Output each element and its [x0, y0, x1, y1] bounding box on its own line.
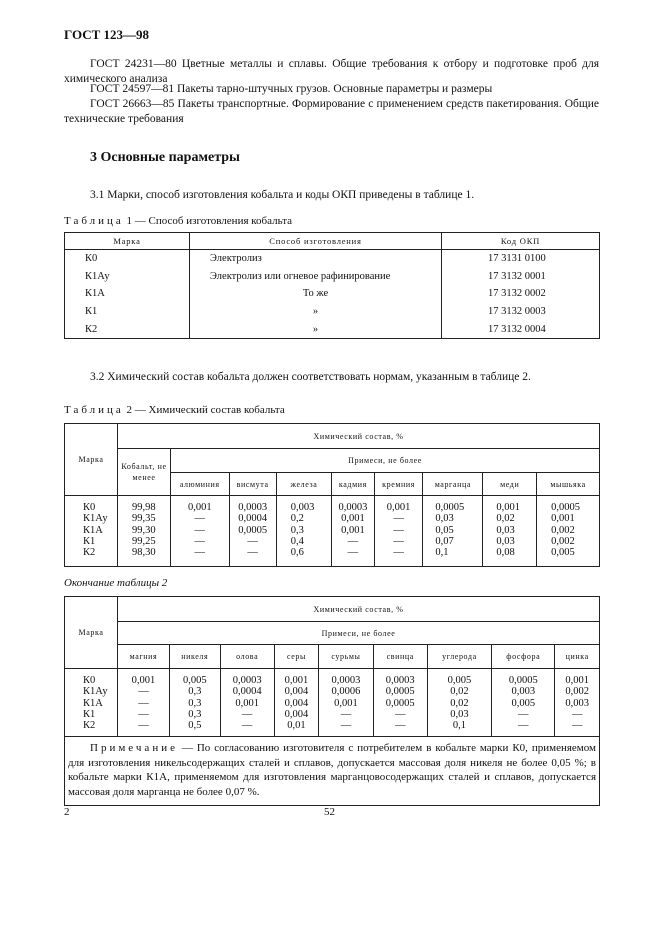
- table2-copper-values: 0,001 0,02 0,03 0,03 0,08: [483, 496, 537, 567]
- table2b-col-nickel: никеля: [169, 645, 220, 669]
- table-row: [65, 496, 600, 567]
- table2-col-arsenic: мышьяка: [537, 473, 600, 496]
- table2b-antimony-values: 0,0003 0,0006 0,001 — —: [319, 669, 374, 737]
- table2-arsenic-values: 0,0005 0,001 0,002 0,002 0,005: [537, 496, 600, 567]
- table2b-header-mark: Марка: [65, 597, 118, 669]
- table1-cell-mark: К1А: [65, 285, 190, 303]
- table2-caption: [64, 404, 285, 416]
- table2b-phosphorus-values: 0,0005 0,003 0,005 — —: [492, 669, 555, 737]
- table1-header-mark: Марка: [65, 233, 190, 250]
- table-row: [65, 268, 600, 286]
- table2-header-mark: Марка: [65, 424, 118, 496]
- table-row: [65, 285, 600, 303]
- table2b-col-zinc: цинка: [555, 645, 600, 669]
- table1-header-row: [65, 233, 600, 250]
- table1-cell-method: Электролиз или огневое рафинирование: [190, 268, 442, 286]
- page-number-center: 52: [324, 806, 335, 818]
- reference-gost-26663: ГОСТ 26663—85 Пакеты транспортные. Формирование с применением средств пакетирования. Общие технические требования: [64, 98, 599, 125]
- table2b-col-sulfur: серы: [274, 645, 319, 669]
- table2-continuation-caption: Окончание таблицы 2: [64, 577, 168, 589]
- table2-col-aluminium: алюминия: [171, 473, 230, 496]
- table1-header-code: Код ОКП: [442, 233, 600, 250]
- table2-caption-word: Таблица: [64, 404, 124, 416]
- table2b-note-row: [65, 737, 600, 806]
- table2b-col-magnesium: магния: [118, 645, 170, 669]
- table2-iron-values: 0,003 0,2 0,3 0,4 0,6: [276, 496, 331, 567]
- table2b-col-antimony: сурьмы: [319, 645, 374, 669]
- table1-cell-mark: К1Ау: [65, 268, 190, 286]
- table1-caption-text: 1 — Способ изготовления кобальта: [123, 215, 293, 227]
- table2-continuation: [64, 596, 600, 806]
- note-text: — По согласованию изготовителя с потребителем в кобальте марки К0, применяемом для изготовления никельсодержащих сталей и сплавов, допускается массовая доля никеля не более 0,05 %; в кобальте марки К1А, применяемом для изготовления марганцовосодержащих сталей и сплавов, допускается массовая доля марганца не более 0,07 %.: [68, 742, 596, 798]
- table2-col-cadmium: кадмия: [332, 473, 375, 496]
- reference-gost-24231: ГОСТ 24231—80 Цветные металлы и сплавы. Общие требования к отбору и подготовке проб для химического анализа: [64, 58, 599, 85]
- table2-marks: К0 К1Ау К1А К1 К2: [65, 496, 118, 567]
- table1-header-method: Способ изготовления: [190, 233, 442, 250]
- table-row: [65, 303, 600, 321]
- table1-cell-code: 17 3132 0001: [442, 268, 600, 286]
- table2b-marks: К0 К1Ау К1А К1 К2: [65, 669, 118, 737]
- table2-header-cobalt: Кобальт, не менее: [118, 449, 171, 496]
- table1-cell-mark: К2: [65, 320, 190, 338]
- table2-col-silicon: кремния: [374, 473, 423, 496]
- reference-gost-24597: ГОСТ 24597—81 Пакеты тарно-штучных грузов. Основные параметры и размеры: [90, 83, 493, 95]
- table2b-header-impurities: Примеси, не более: [118, 622, 600, 645]
- table2-aluminium-values: 0,001 — — — —: [171, 496, 230, 567]
- table2b-col-carbon: углерода: [427, 645, 491, 669]
- table-row: [65, 250, 600, 268]
- table1-cell-code: 17 3131 0100: [442, 250, 600, 268]
- table2-header-impurities: Примеси, не более: [171, 449, 600, 473]
- table2b-tin-values: 0,0003 0,0004 0,001 — —: [220, 669, 274, 737]
- table2b-magnesium-values: 0,001 — — — —: [118, 669, 170, 737]
- document-header: ГОСТ 123—98: [64, 27, 150, 42]
- table2b-note: [65, 737, 600, 806]
- table2b-lead-values: 0,0003 0,0005 0,0005 — —: [373, 669, 427, 737]
- table2b-header-chem: Химический состав, %: [118, 597, 600, 622]
- table2-col-bismuth: висмута: [229, 473, 276, 496]
- paragraph-3-2: 3.2 Химический состав кобальта должен соответствовать нормам, указанным в таблице 2.: [90, 371, 531, 383]
- table1-caption-word: Таблица: [64, 215, 124, 227]
- table2-col-manganese: марганца: [423, 473, 483, 496]
- table1-cell-mark: К0: [65, 250, 190, 268]
- table2-col-copper: меди: [483, 473, 537, 496]
- table1-cell-mark: К1: [65, 303, 190, 321]
- table1-cell-code: 17 3132 0004: [442, 320, 600, 338]
- table1-cell-code: 17 3132 0002: [442, 285, 600, 303]
- table1: [64, 232, 600, 339]
- table1-cell-method: »: [190, 303, 442, 321]
- table2b-nickel-values: 0,005 0,3 0,3 0,3 0,5: [169, 669, 220, 737]
- table1-cell-method: Электролиз: [190, 250, 442, 268]
- page-number-left: 2: [64, 806, 70, 818]
- table-row: [65, 320, 600, 338]
- table2-caption-text: 2 — Химический состав кобальта: [123, 404, 285, 416]
- table1-cell-method: То же: [190, 285, 442, 303]
- table2b-sulfur-values: 0,001 0,004 0,004 0,004 0,01: [274, 669, 319, 737]
- table2-bismuth-values: 0,0003 0,0004 0,0005 — —: [229, 496, 276, 567]
- table2-cadmium-values: 0,0003 0,001 0,001 — —: [332, 496, 375, 567]
- paragraph-3-1: 3.1 Марки, способ изготовления кобальта и коды ОКП приведены в таблице 1.: [90, 189, 475, 201]
- table1-cell-code: 17 3132 0003: [442, 303, 600, 321]
- table2-silicon-values: 0,001 — — — —: [374, 496, 423, 567]
- table2b-col-phosphorus: фосфора: [492, 645, 555, 669]
- table2-header-chem: Химический состав, %: [118, 424, 600, 449]
- section-title: 3 Основные параметры: [90, 150, 240, 165]
- table1-caption: [64, 215, 292, 227]
- table2-manganese-values: 0,0005 0,03 0,05 0,07 0,1: [423, 496, 483, 567]
- table2b-col-tin: олова: [220, 645, 274, 669]
- note-label: Примечание: [90, 742, 178, 754]
- table2b-col-lead: свинца: [373, 645, 427, 669]
- table-row: [65, 669, 600, 737]
- table1-cell-method: »: [190, 320, 442, 338]
- table2-cobalt-values: 99,98 99,35 99,30 99,25 98,30: [118, 496, 171, 567]
- table2-col-iron: железа: [276, 473, 331, 496]
- table2b-carbon-values: 0,005 0,02 0,02 0,03 0,1: [427, 669, 491, 737]
- table2: [64, 423, 600, 567]
- table2b-zinc-values: 0,001 0,002 0,003 — —: [555, 669, 600, 737]
